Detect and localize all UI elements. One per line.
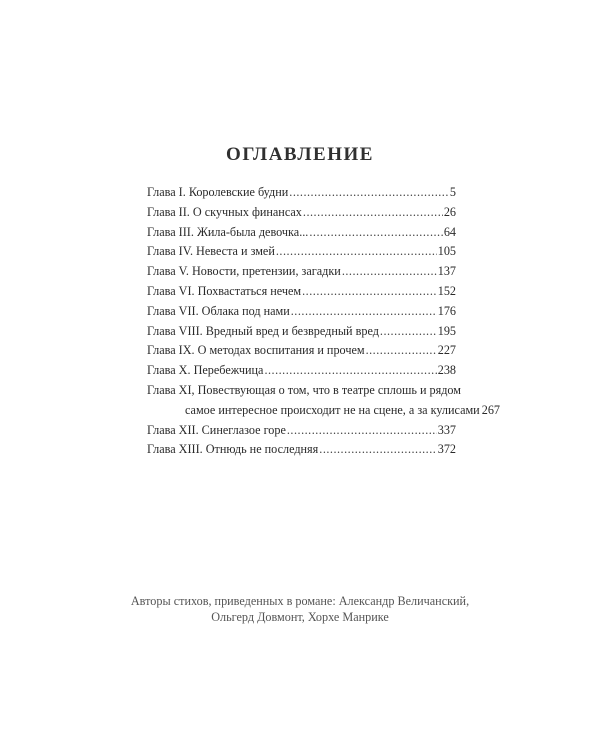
toc-entry xyxy=(147,242,456,262)
toc-leader-dots xyxy=(380,322,437,342)
toc-entry-page: 137 xyxy=(437,264,456,279)
toc-leader-dots xyxy=(291,302,437,322)
toc-entry-label: Глава XIII. Отнюдь не последняя xyxy=(147,442,319,457)
credits-line: Ольгерд Довмонт, Хорхе Манрике xyxy=(211,610,389,624)
toc-leader-dots xyxy=(264,361,436,381)
toc-entry-label: Глава VIII. Вредный вред и безвредный вред xyxy=(147,323,379,338)
toc-entry-page: 26 xyxy=(443,204,456,219)
toc-entry-continuation-text: самое интересное происходит не на сцене, а за кулисами xyxy=(185,402,480,417)
toc-leader-dots xyxy=(276,242,437,262)
toc-entry-label: Глава VI. Похвастаться нечем xyxy=(147,283,302,298)
toc-entry-label: Глава XI, Повествующая о том, что в театре сплошь и рядом xyxy=(147,382,461,397)
toc-entry-label: Глава IX. О методах воспитания и прочем xyxy=(147,343,365,358)
toc-leader-dots xyxy=(366,341,437,361)
toc-entry-label: Глава VII. Облака под нами xyxy=(147,303,290,318)
toc-entry-page: 267 xyxy=(481,402,500,417)
toc-entry-page: 195 xyxy=(437,323,456,338)
toc-leader-dots xyxy=(309,223,442,243)
toc-entry xyxy=(147,440,456,460)
toc-entry-page: 372 xyxy=(437,442,456,457)
toc-entry-page: 152 xyxy=(437,283,456,298)
toc-leader-dots xyxy=(287,421,437,441)
toc-entry-page: 105 xyxy=(437,244,456,259)
toc-entry xyxy=(147,361,456,381)
table-of-contents xyxy=(147,183,500,460)
toc-entry xyxy=(147,322,456,342)
page-title: ОГЛАВЛЕНИЕ xyxy=(226,144,374,165)
toc-entry xyxy=(147,302,456,322)
toc-entry-continuation xyxy=(147,401,500,421)
toc-entry xyxy=(147,203,456,223)
toc-entry-label: Глава I. Королевские будни xyxy=(147,185,289,199)
toc-leader-dots xyxy=(342,262,437,282)
toc-entry-label: Глава XII. Синеглазое горе xyxy=(147,422,286,437)
toc-entry-label: Глава V. Новости, претензии, загадки xyxy=(147,264,341,279)
toc-entry-page: 238 xyxy=(437,363,456,378)
toc-entry xyxy=(147,341,456,361)
toc-entry xyxy=(147,223,456,243)
toc-entry-label: Глава II. О скучных финансах xyxy=(147,204,302,219)
credits-line: Авторы стихов, приведенных в романе: Александр Величанский, xyxy=(130,594,470,608)
toc-entry xyxy=(147,282,456,302)
toc-leader-dots xyxy=(303,203,443,223)
toc-entry-label: Глава IV. Невеста и змей xyxy=(147,244,275,259)
toc-entry xyxy=(147,381,461,401)
toc-entry-label: Глава III. Жила-была девочка... xyxy=(147,224,309,239)
poem-authors-note xyxy=(0,593,600,625)
toc-entry-page: 5 xyxy=(449,185,456,199)
toc-leader-dots xyxy=(302,282,437,302)
toc-leader-dots xyxy=(289,183,449,203)
toc-entry-page: 227 xyxy=(437,343,456,358)
toc-leader-dots xyxy=(319,440,436,460)
toc-entry xyxy=(147,421,456,441)
toc-entry-page: 64 xyxy=(443,224,456,239)
toc-entry-label: Глава X. Перебежчица xyxy=(147,363,264,378)
toc-entry xyxy=(147,262,456,282)
toc-entry-page: 337 xyxy=(437,422,456,437)
toc-entry-page: 176 xyxy=(437,303,456,318)
toc-entry xyxy=(147,183,456,203)
